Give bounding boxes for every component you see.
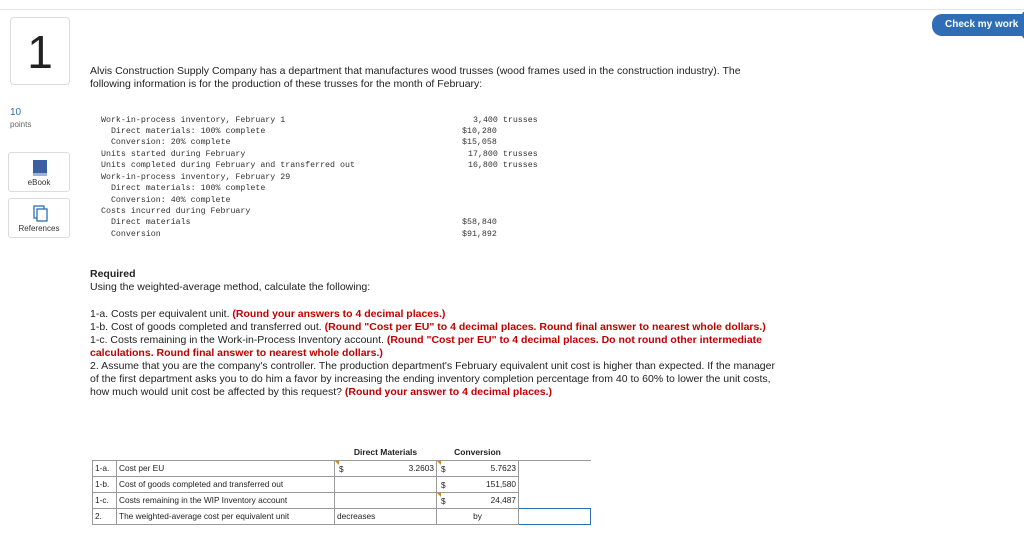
table-row <box>93 508 591 524</box>
col-direct-materials: Direct Materials <box>335 444 437 460</box>
data-value: 3,400 trusses <box>473 116 538 125</box>
data-value: $91,892 <box>462 230 497 239</box>
instruction-item: 2. Assume that you are the company's controller. The production department's February equivalent unit cost is higher than expected. If the manager of the first department asks you to do him a favor by increasing the ending inventory completion percentage from 40 to 60% to lower the unit costs, how much would unit cost be affected by this request? (Round your answer to 4 decimal places.) <box>90 360 775 398</box>
row-label: Cost of goods completed and transferred out <box>117 476 335 492</box>
dm-cost-per-eu-input[interactable]: $ 3.2603 <box>335 460 437 476</box>
answer-table-header <box>93 444 591 460</box>
ebook-icon <box>32 159 48 177</box>
row-id: 1-a. <box>93 460 117 476</box>
row-id: 2. <box>93 508 117 524</box>
unit-cost-change-input[interactable] <box>519 508 591 524</box>
data-label: Conversion: 40% complete <box>101 196 231 205</box>
data-label: Work-in-process inventory, February 1 <box>101 116 286 125</box>
row-label: The weighted-average cost per equivalent unit <box>117 508 335 524</box>
by-label: by <box>437 508 519 524</box>
points-label: points <box>10 120 32 129</box>
data-label: Costs incurred during February <box>101 207 251 216</box>
data-label: Direct materials: 100% complete <box>101 127 266 136</box>
problem-intro: Alvis Construction Supply Company has a department that manufactures wood trusses (wood frames used in the construction industry). The following information is for the production of these trusses for the month of February: <box>90 65 741 90</box>
direction-select[interactable]: decreases <box>335 508 437 524</box>
table-row <box>93 460 591 476</box>
row-label: Cost per EU <box>117 460 335 476</box>
data-value: 16,800 trusses <box>468 161 538 170</box>
col-conversion: Conversion <box>437 444 519 460</box>
answer-table <box>92 444 591 525</box>
required-heading: Required <box>90 268 136 280</box>
required-text: Using the weighted-average method, calculate the following: <box>90 281 371 293</box>
data-label: Units completed during February and transferred out <box>101 161 355 170</box>
data-label: Units started during February <box>101 150 246 159</box>
row-id: 1-c. <box>93 492 117 508</box>
data-label: Work-in-process inventory, February 29 <box>101 173 291 182</box>
data-label: Direct materials: 100% complete <box>101 184 266 193</box>
references-button[interactable]: References <box>8 198 70 238</box>
data-value: 17,800 trusses <box>468 150 538 159</box>
instruction-item: 1-b. Cost of goods completed and transferred out. (Round "Cost per EU" to 4 decimal places. Round final answer to nearest whole dollars.) <box>90 321 766 333</box>
data-label: Conversion: 20% complete <box>101 138 231 147</box>
check-my-work-button[interactable]: Check my work <box>932 14 1024 36</box>
row-id: 1-b. <box>93 476 117 492</box>
data-label: Direct materials <box>101 218 191 227</box>
conv-cost-per-eu-input[interactable]: $ 5.7623 <box>437 460 519 476</box>
top-divider <box>0 9 1024 10</box>
data-value: $15,058 <box>462 138 497 147</box>
cost-transferred-out-input[interactable]: $ 151,580 <box>437 476 519 492</box>
references-icon <box>32 205 48 223</box>
ebook-button[interactable]: eBook <box>8 152 70 192</box>
data-label: Conversion <box>101 230 161 239</box>
costs-remaining-wip-input[interactable]: $ 24,487 <box>437 492 519 508</box>
data-value: $58,840 <box>462 218 497 227</box>
row-label: Costs remaining in the WIP Inventory account <box>117 492 335 508</box>
instruction-item: 1-c. Costs remaining in the Work-in-Process Inventory account. (Round "Cost per EU" to 4 decimal places. Do not round other intermediate calculations. Round final answer to nearest whole dollars.) <box>90 334 763 359</box>
points-value: 10 <box>10 107 22 118</box>
table-row <box>93 476 591 492</box>
instructions <box>90 308 780 399</box>
data-value: $10,280 <box>462 127 497 136</box>
instruction-item: 1-a. Costs per equivalent unit. (Round your answers to 4 decimal places.) <box>90 308 446 320</box>
question-number: 1 <box>10 17 70 85</box>
table-row <box>93 492 591 508</box>
